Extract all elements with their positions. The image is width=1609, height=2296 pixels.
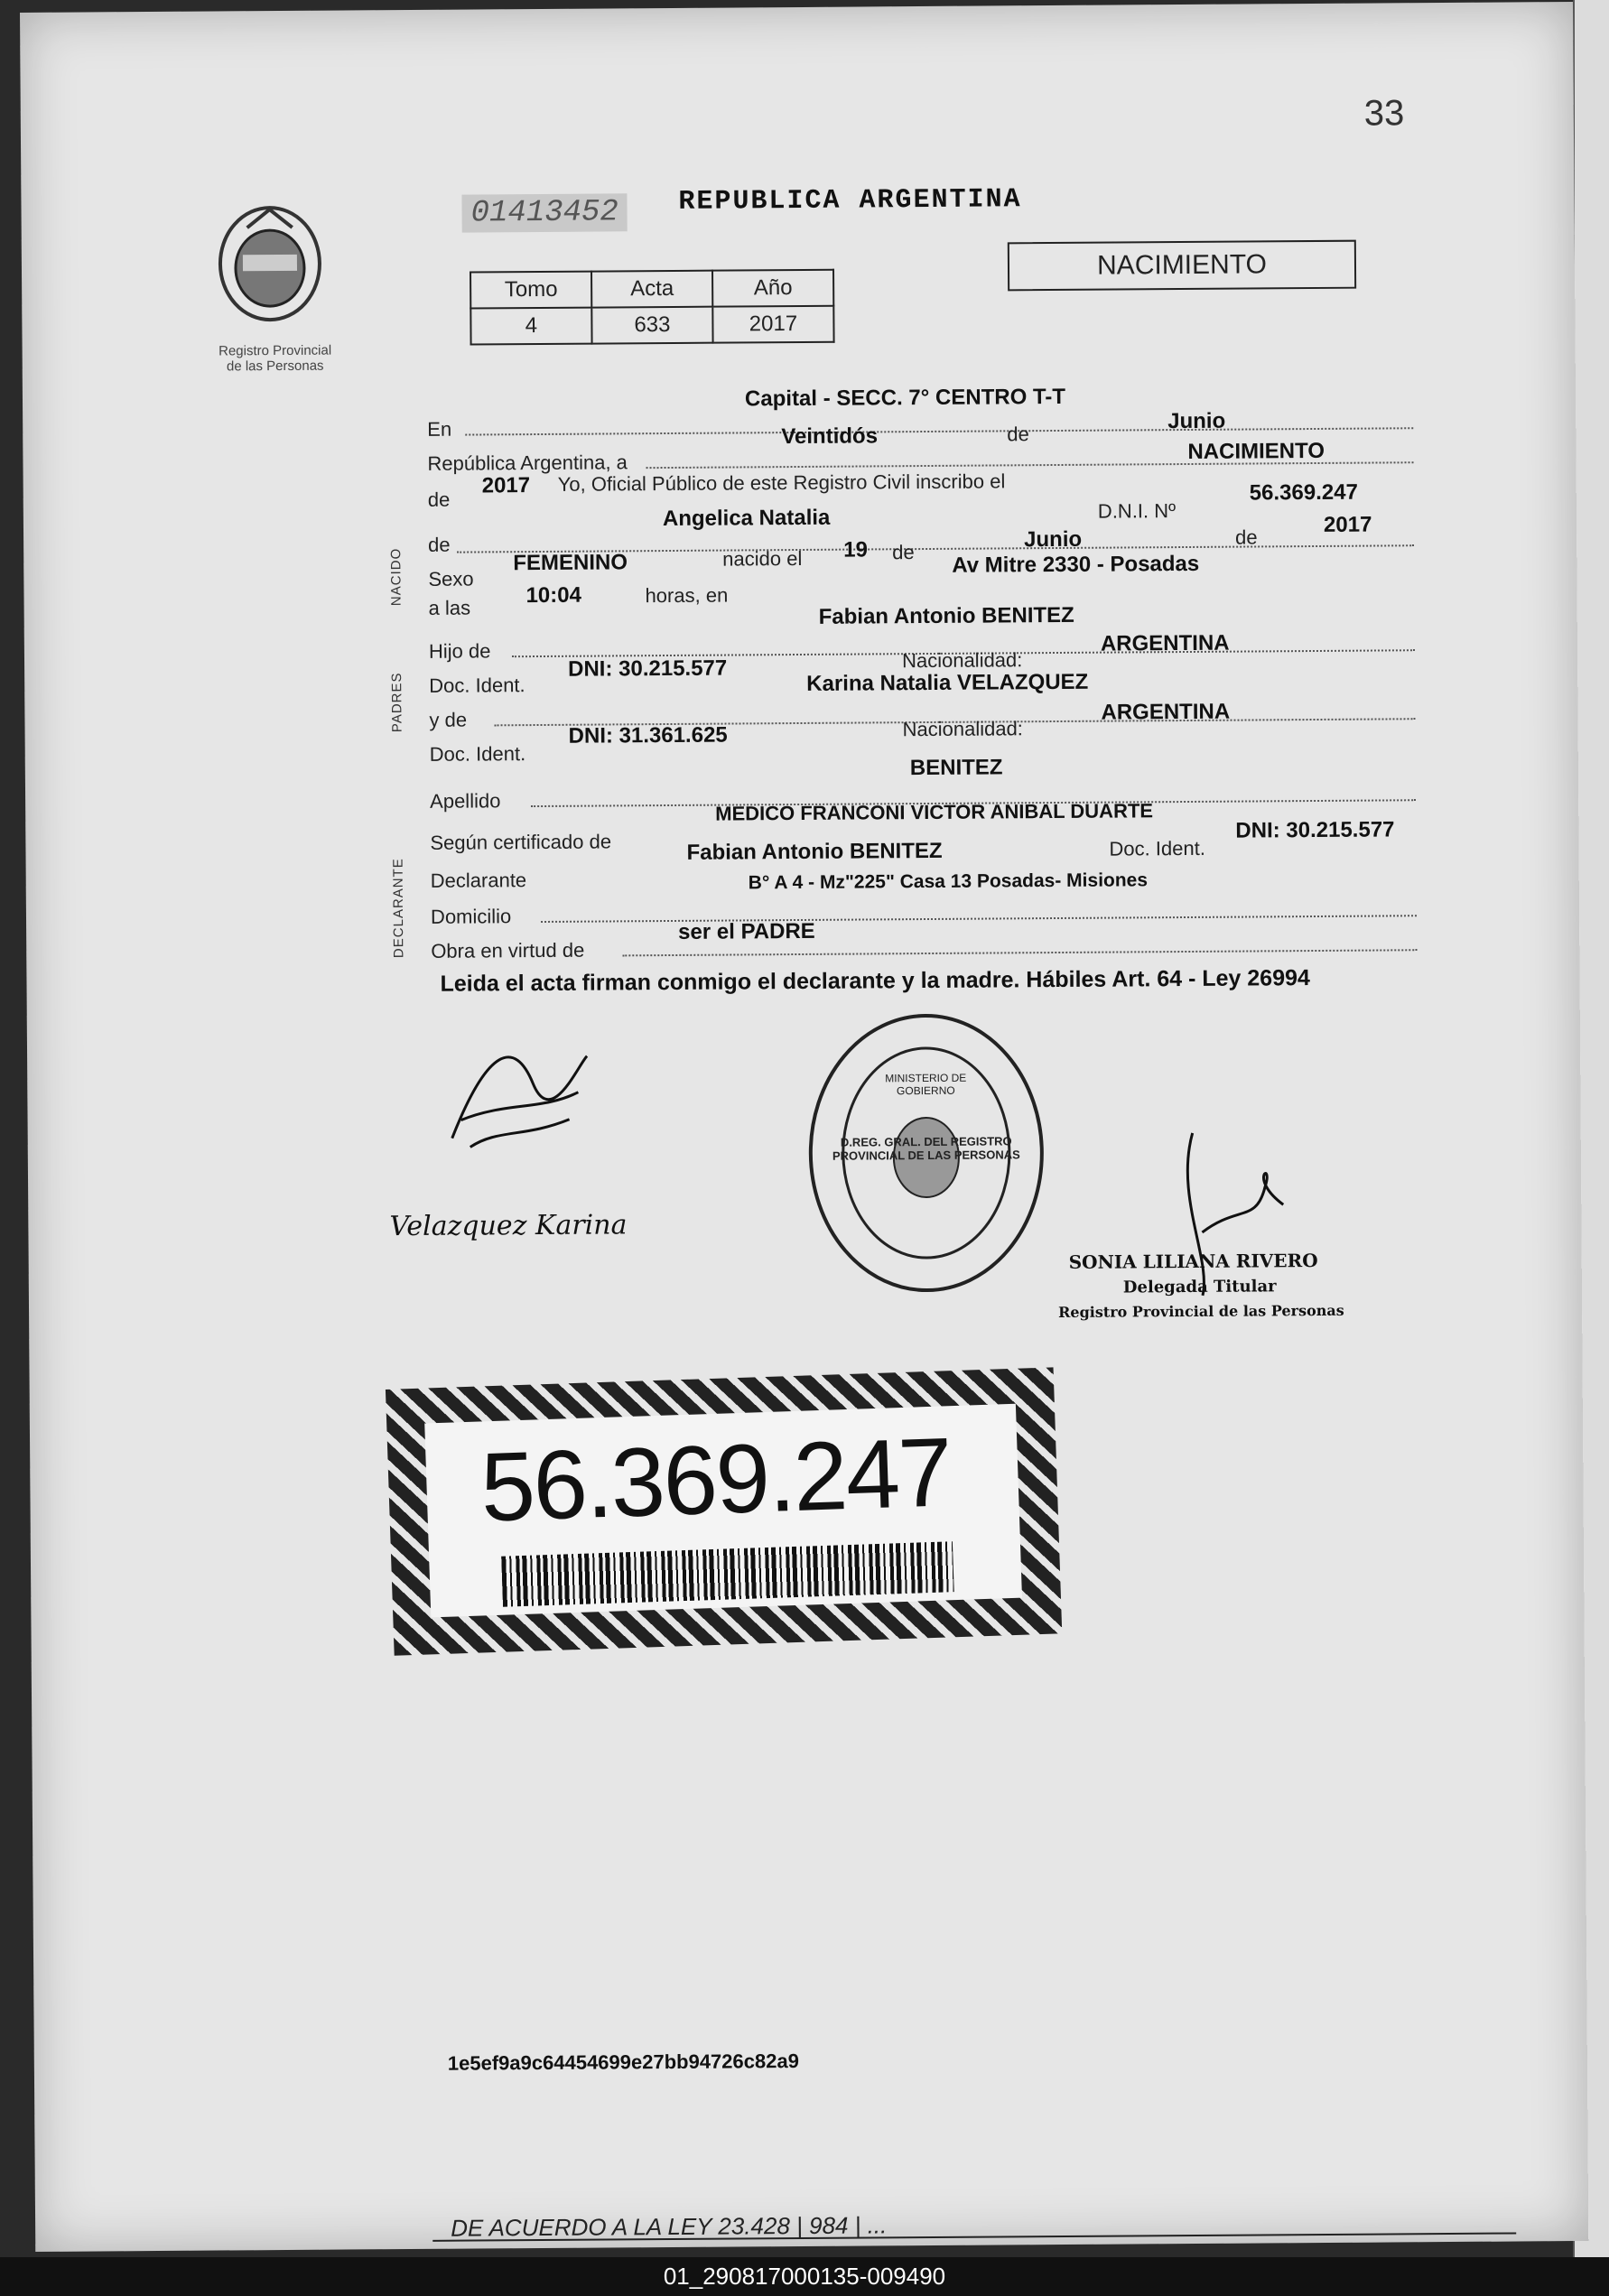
yo-text: Yo, Oficial Público de este Registro Civil inscribo el	[557, 469, 1006, 496]
table-header-ano: Año	[712, 270, 833, 307]
mother-nationality: ARGENTINA	[1101, 699, 1231, 725]
nacionalidad-label: Nacionalidad:	[901, 648, 1023, 673]
dni-label: D.N.I. Nº	[1097, 499, 1177, 523]
apellido-label: Apellido	[430, 789, 501, 813]
declarant-signature-icon	[433, 1028, 615, 1165]
en-label: En	[427, 417, 452, 441]
table-value-acta: 633	[591, 307, 712, 344]
father-dni: DNI: 30.215.577	[567, 655, 728, 682]
declarante-label: Declarante	[430, 869, 527, 892]
sexo-value: FEMENINO	[513, 550, 628, 576]
de-label-2: de	[892, 541, 915, 564]
official-name: SONIA LILIANA RIVERO	[1068, 1249, 1318, 1273]
y-de-label: y de	[429, 708, 468, 731]
footer-filename: 01_290817000135-009490	[0, 2257, 1609, 2296]
en-value: Capital - SECC. 7° CENTRO T-T	[744, 384, 1066, 412]
time-value: 10:04	[525, 582, 582, 609]
father-nationality: ARGENTINA	[1100, 630, 1230, 656]
bottom-handwriting: DE ACUERDO A LA LEY 23.428 | 984 | ...	[451, 2211, 888, 2242]
birth-month: Junio	[1024, 526, 1083, 553]
month-value: Junio	[1167, 408, 1226, 434]
domicilio-value: B° A 4 - Mz"225" Casa 13 Posadas- Misiones	[748, 869, 1149, 894]
domicilio-label: Domicilio	[430, 905, 512, 928]
table-value-tomo: 4	[470, 308, 591, 345]
dni-value: 56.369.247	[1249, 479, 1358, 506]
de-name-label: de	[428, 533, 451, 556]
stamp-ring-text: D.REG. GRAL. DEL REGISTRO PROVINCIAL DE LAS PERSONAS	[832, 1134, 1020, 1163]
nacido-label: nacido el	[722, 546, 803, 571]
official-title: Delegada Titular	[1122, 1277, 1277, 1297]
doc-ident-label-3: Doc. Ident.	[1109, 836, 1205, 860]
side-label-nacido: NACIDO	[388, 547, 405, 607]
place-value: Av Mitre 2330 - Posadas	[952, 551, 1200, 578]
official-stamp	[804, 1008, 1049, 1298]
a-las-label: a las	[428, 596, 471, 619]
side-label-padres: PADRES	[389, 672, 405, 733]
stamp-inner-text: MINISTERIO DE GOBIERNO	[885, 1071, 967, 1098]
table-header-acta: Acta	[591, 271, 712, 308]
nacionalidad-label-2: Nacionalidad:	[902, 717, 1023, 741]
page-number: 33	[1363, 93, 1405, 134]
sexo-label: Sexo	[428, 567, 474, 590]
year-value: 2017	[481, 473, 531, 498]
certificado-value: MEDICO FRANCONI VICTOR ANIBAL DUARTE	[715, 799, 1154, 825]
barcode-bars-icon	[501, 1541, 954, 1607]
hash-code: 1e5ef9a9c64454699e27bb94726c82a9	[447, 2050, 799, 2075]
doc-ident-label: Doc. Ident.	[429, 674, 525, 697]
apellido-value: BENITEZ	[909, 755, 1003, 781]
hijo-label: Hijo de	[428, 639, 491, 663]
de-label-3: de	[1235, 525, 1258, 549]
mother-dni: DNI: 31.361.625	[568, 722, 728, 748]
certificado-label: Según certificado de	[430, 830, 612, 854]
closing-text: Leida el acta firman conmigo el declarante y la madre. Hábiles Art. 64 - Ley 26994	[440, 965, 1310, 997]
mother-name: Karina Natalia VELAZQUEZ	[806, 669, 1089, 696]
official-office: Registro Provincial de las Personas	[1058, 1301, 1344, 1322]
barcode-label	[424, 1404, 1022, 1618]
serial-number: 01413452	[461, 193, 628, 232]
doc-ident-label-2: Doc. Ident.	[429, 742, 526, 766]
provincial-seal-icon	[210, 200, 329, 337]
register-table	[470, 269, 835, 346]
obra-value: ser el PADRE	[678, 918, 815, 944]
republica-label: República Argentina, a	[427, 451, 628, 475]
barcode-number: 56.369.247	[479, 1417, 953, 1542]
document-type-box: NACIMIENTO	[1008, 240, 1356, 292]
mother-signature: Velazquez Karina	[389, 1209, 628, 1243]
side-label-declarante: DECLARANTE	[390, 858, 407, 959]
declarante-dni: DNI: 30.215.577	[1235, 817, 1395, 843]
country-title: REPUBLICA ARGENTINA	[678, 184, 1022, 218]
table-header-tomo: Tomo	[470, 272, 591, 309]
birth-year: 2017	[1323, 512, 1372, 537]
seal-caption: Registro Provincial de las Personas	[219, 342, 332, 375]
name-value: Angelica Natalia	[662, 505, 831, 532]
table-value-ano: 2017	[712, 306, 833, 343]
birth-certificate-page	[20, 2, 1588, 2252]
declarante-value: Fabian Antonio BENITEZ	[686, 838, 943, 865]
inscribo-value: NACIMIENTO	[1187, 438, 1325, 464]
birth-day: 19	[843, 537, 868, 562]
de-label: de	[1007, 423, 1029, 446]
day-value: Veintidós	[781, 423, 879, 450]
father-name: Fabian Antonio BENITEZ	[818, 602, 1074, 629]
year-prefix: de	[427, 488, 451, 511]
obra-label: Obra en virtud de	[431, 938, 585, 962]
horas-label: horas, en	[645, 583, 729, 608]
